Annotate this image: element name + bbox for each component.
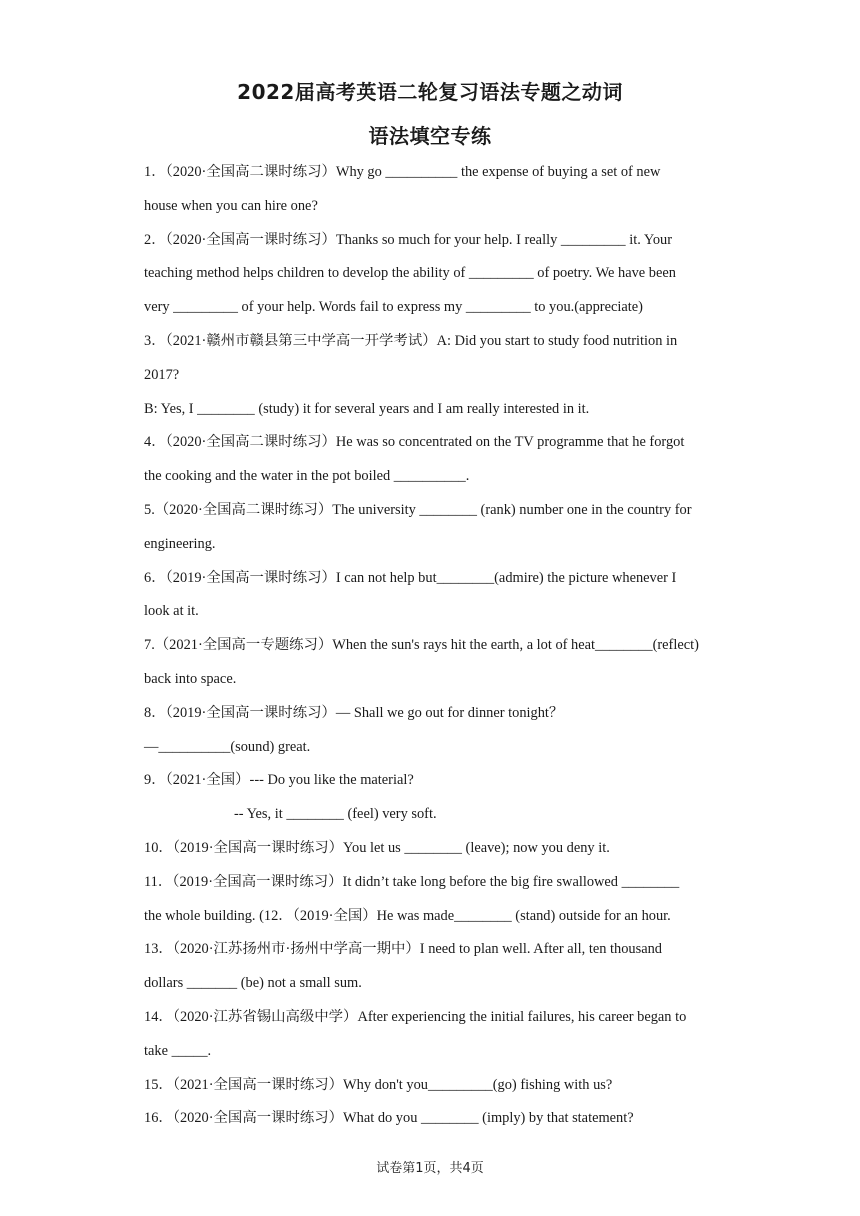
text-line: 15．（2021·全国高一课时练习）Why don't you_________(go) fishing with us? bbox=[144, 1076, 613, 1093]
text-line: 9．（2021·全国）--- Do you like the material? bbox=[144, 772, 414, 789]
text-line: -- Yes, it ________ (feel) very soft. bbox=[144, 806, 437, 823]
page-footer: 试卷第1页，共4页 bbox=[376, 1161, 484, 1176]
text-line: 11．（2019·全国高一课时练习）It didn’t take long before the big fire swallowed ________ bbox=[144, 873, 680, 890]
text-line: B: Yes, I ________ (study) it for several years and I am really interested in it. bbox=[144, 400, 590, 417]
text-line: 4．（2020·全国高二课时练习）He was so concentrated on the TV programme that he forgot bbox=[144, 434, 685, 451]
text-line: 16．（2020·全国高一课时练习）What do you ________ (imply) by that statement? bbox=[144, 1110, 634, 1127]
text-line: 8．（2019·全国高一课时练习）— Shall we go out for dinner tonight？ bbox=[144, 704, 564, 721]
text-line: 6．（2019·全国高一课时练习）I can not help but________(admire) the picture whenever I bbox=[144, 569, 677, 586]
text-line: 10．（2019·全国高一课时练习）You let us ________ (leave); now you deny it. bbox=[144, 839, 610, 856]
exercise-body bbox=[144, 156, 724, 1136]
text-line: very _________ of your help. Words fail to express my _________ to you.(appreciate) bbox=[144, 299, 643, 316]
document-title: 2022届高考英语二轮复习语法专题之动词 bbox=[237, 80, 623, 104]
text-line: 2017? bbox=[144, 366, 180, 383]
text-line: the whole building. (12．（2019·全国）He was made________ (stand) outside for an hour. bbox=[144, 907, 671, 924]
text-line: the cooking and the water in the pot boiled __________. bbox=[144, 468, 470, 485]
text-line: 2．（2020·全国高一课时练习）Thanks so much for your help. I really _________ it. Your bbox=[144, 231, 673, 248]
text-line: 7.（2021·全国高一专题练习）When the sun's rays hit the earth, a lot of heat________(reflect) bbox=[144, 637, 699, 654]
text-line: 5.（2020·全国高二课时练习）The university ________ (rank) number one in the country for bbox=[144, 501, 692, 518]
text-line: 3．（2021·赣州市赣县第三中学高一开学考试）A: Did you start to study food nutrition in bbox=[144, 332, 678, 349]
text-line: look at it. bbox=[144, 603, 199, 620]
text-line: engineering. bbox=[144, 535, 216, 552]
text-line: 1．（2020·全国高二课时练习）Why go __________ the expense of buying a set of new bbox=[144, 164, 661, 180]
text-line: teaching method helps children to develop the ability of _________ of poetry. We have been bbox=[144, 265, 676, 282]
text-line: —__________(sound) great. bbox=[144, 738, 311, 755]
text-line: 14．（2020·江苏省锡山高级中学）After experiencing the initial failures, his career began to bbox=[144, 1008, 687, 1025]
text-line: dollars _______ (be) not a small sum. bbox=[144, 975, 362, 992]
text-line: back into space. bbox=[144, 670, 237, 687]
text-line: house when you can hire one? bbox=[144, 197, 318, 214]
text-line: 13．（2020·江苏扬州市·扬州中学高一期中）I need to plan well. After all, ten thousand bbox=[144, 941, 662, 958]
text-line: take _____. bbox=[144, 1042, 212, 1059]
document-subtitle: 语法填空专练 bbox=[368, 124, 492, 148]
